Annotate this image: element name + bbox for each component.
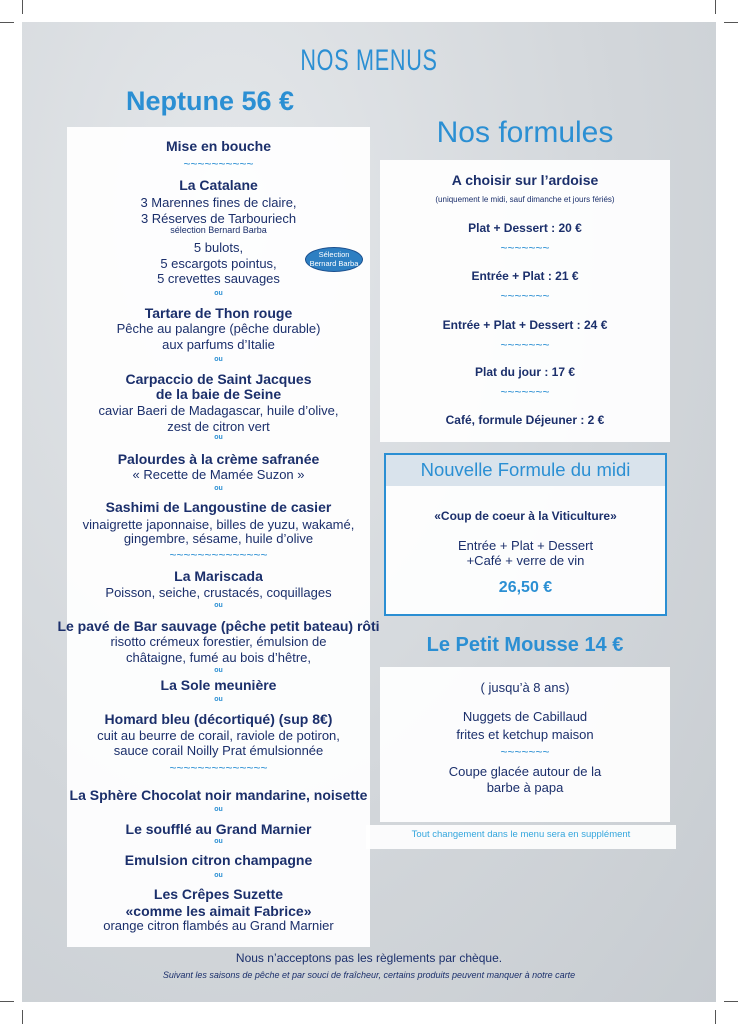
formule-item: Plat du jour : 17 € xyxy=(474,365,576,379)
dish-description: Poisson, seiche, crustacés, coquillages xyxy=(105,585,332,600)
dish-title: La Sphère Chocolat noir mandarine, noisette xyxy=(69,787,368,803)
dish-title: La Mariscada xyxy=(174,568,263,584)
mousse-line: Coupe glacée autour de la xyxy=(448,764,602,779)
wave-separator: ~~~~~~~~~~~~~~ xyxy=(169,548,268,562)
neptune-menu-lines xyxy=(40,0,397,1024)
formules-subtitle: A choisir sur l’ardoise xyxy=(451,172,599,188)
dish-description: cuit au beurre de corail, raviole de potiron, xyxy=(97,728,340,743)
dish-title: Sashimi de Langoustine de casier xyxy=(105,499,332,515)
dish-description: 5 crevettes sauvages xyxy=(157,271,280,286)
wave-separator: ~~~~~~~~~~ xyxy=(183,157,254,171)
separator: ~~~~~~~ xyxy=(500,745,550,759)
separator: ~~~~~~~ xyxy=(500,289,550,303)
dish-description: gingembre, sésame, huile d’olive xyxy=(123,531,314,546)
separator: ~~~~~~~ xyxy=(500,385,550,399)
neptune-title: Neptune 56 € xyxy=(125,86,295,116)
or-separator: ou xyxy=(214,806,223,813)
dish-description: sauce corail Noilly Prat émulsionnée xyxy=(113,743,324,758)
formule-item: Café, formule Déjeuner : 2 € xyxy=(445,413,605,427)
formules-note: (uniquement le midi, sauf dimanche et jours fériés) xyxy=(435,195,615,204)
supplement-note-text: Tout changement dans le menu sera en supplément xyxy=(411,829,631,840)
dish-description: zest de citron vert xyxy=(167,419,270,434)
dish-description: 3 Marennes fines de claire, xyxy=(140,195,297,210)
dish-title: La Catalane xyxy=(179,177,258,193)
midi-title: Nouvelle Formule du midi xyxy=(420,459,631,480)
or-separator: ou xyxy=(214,838,223,845)
footer-season-note: Suivant les saisons de pêche et par souci de fraîcheur, certains produits peuvent manquer à notre carte xyxy=(162,970,576,980)
dish-title: Les Crêpes Suzette xyxy=(153,886,284,902)
separator: ~~~~~~~ xyxy=(500,241,550,255)
dish-title: Le soufflé au Grand Marnier xyxy=(125,821,312,837)
formule-item: Entrée + Plat : 21 € xyxy=(471,269,579,283)
dish-title: Emulsion citron champagne xyxy=(124,852,313,868)
midi-subtitle: «Coup de coeur à la Viticulture» xyxy=(434,509,617,523)
dish-description: caviar Baeri de Madagascar, huile d’olive, xyxy=(98,403,339,418)
formule-item: Plat + Dessert : 20 € xyxy=(468,221,582,235)
dish-description: « Recette de Mamée Suzon » xyxy=(132,467,305,482)
dish-title: Mise en bouche xyxy=(165,138,272,154)
dish-description: sélection Bernard Barba xyxy=(170,225,267,235)
dish-description: risotto crémeux forestier, émulsion de xyxy=(110,634,327,649)
formule-item: Entrée + Plat + Dessert : 24 € xyxy=(442,318,608,332)
or-separator: ou xyxy=(214,356,223,363)
dish-description: châtaigne, fumé au bois d’hêtre, xyxy=(125,650,311,665)
crop-mark xyxy=(0,22,14,23)
or-separator: ou xyxy=(214,290,223,297)
mousse-line: Nuggets de Cabillaud xyxy=(462,709,588,724)
crop-mark xyxy=(22,1010,23,1024)
selection-badge: Sélection Bernard Barba xyxy=(305,247,363,272)
dish-title: La Sole meunière xyxy=(160,677,277,693)
or-separator: ou xyxy=(214,485,223,492)
or-separator: ou xyxy=(214,872,223,879)
dish-description: aux parfums d’Italie xyxy=(162,337,275,352)
dish-description: 5 bulots, xyxy=(193,240,244,255)
footer-cheque-note: Nous n’acceptons pas les règlements par chèque. xyxy=(235,951,503,965)
or-separator: ou xyxy=(214,696,223,703)
dish-description: orange citron flambés au Grand Marnier xyxy=(103,918,334,933)
crop-mark xyxy=(715,1010,716,1024)
dish-title: Tartare de Thon rouge xyxy=(144,305,293,321)
dish-title: «comme les aimait Fabrice» xyxy=(125,903,312,919)
page-title: NOS MENUS xyxy=(300,44,438,77)
or-separator: ou xyxy=(214,602,223,609)
dish-title: Homard bleu (décortiqué) (sup 8€) xyxy=(104,711,333,727)
dish-description: vinaigrette japonnaise, billes de yuzu, wakamé, xyxy=(82,517,355,532)
mousse-title: Le Petit Mousse 14 € xyxy=(426,634,624,656)
dish-title: de la baie de Seine xyxy=(155,386,282,402)
mousse-line: barbe à papa xyxy=(486,780,564,795)
dish-description: Pêche au palangre (pêche durable) xyxy=(116,321,321,336)
dish-title: Le pavé de Bar sauvage (pêche petit bateau) rôti xyxy=(57,618,380,634)
crop-mark xyxy=(715,0,716,14)
mousse-age: ( jusqu’à 8 ans) xyxy=(480,680,570,695)
or-separator: ou xyxy=(214,434,223,441)
crop-mark xyxy=(724,22,738,23)
formules-title: Nos formules xyxy=(436,116,614,149)
midi-line: +Café + verre de vin xyxy=(466,553,585,568)
separator: ~~~~~~~ xyxy=(500,338,550,352)
wave-separator: ~~~~~~~~~~~~~~ xyxy=(169,761,268,775)
crop-mark xyxy=(724,1001,738,1002)
mousse-line: frites et ketchup maison xyxy=(456,727,594,742)
crop-mark xyxy=(0,1001,14,1002)
crop-mark xyxy=(22,0,23,14)
or-separator: ou xyxy=(214,667,223,674)
dish-description: 3 Réserves de Tarbouriech xyxy=(140,211,297,226)
midi-price: 26,50 € xyxy=(498,579,553,596)
dish-title: Carpaccio de Saint Jacques xyxy=(125,371,312,387)
dish-title: Palourdes à la crème safranée xyxy=(117,451,320,467)
midi-line: Entrée + Plat + Dessert xyxy=(457,538,594,553)
dish-description: 5 escargots pointus, xyxy=(160,256,277,271)
